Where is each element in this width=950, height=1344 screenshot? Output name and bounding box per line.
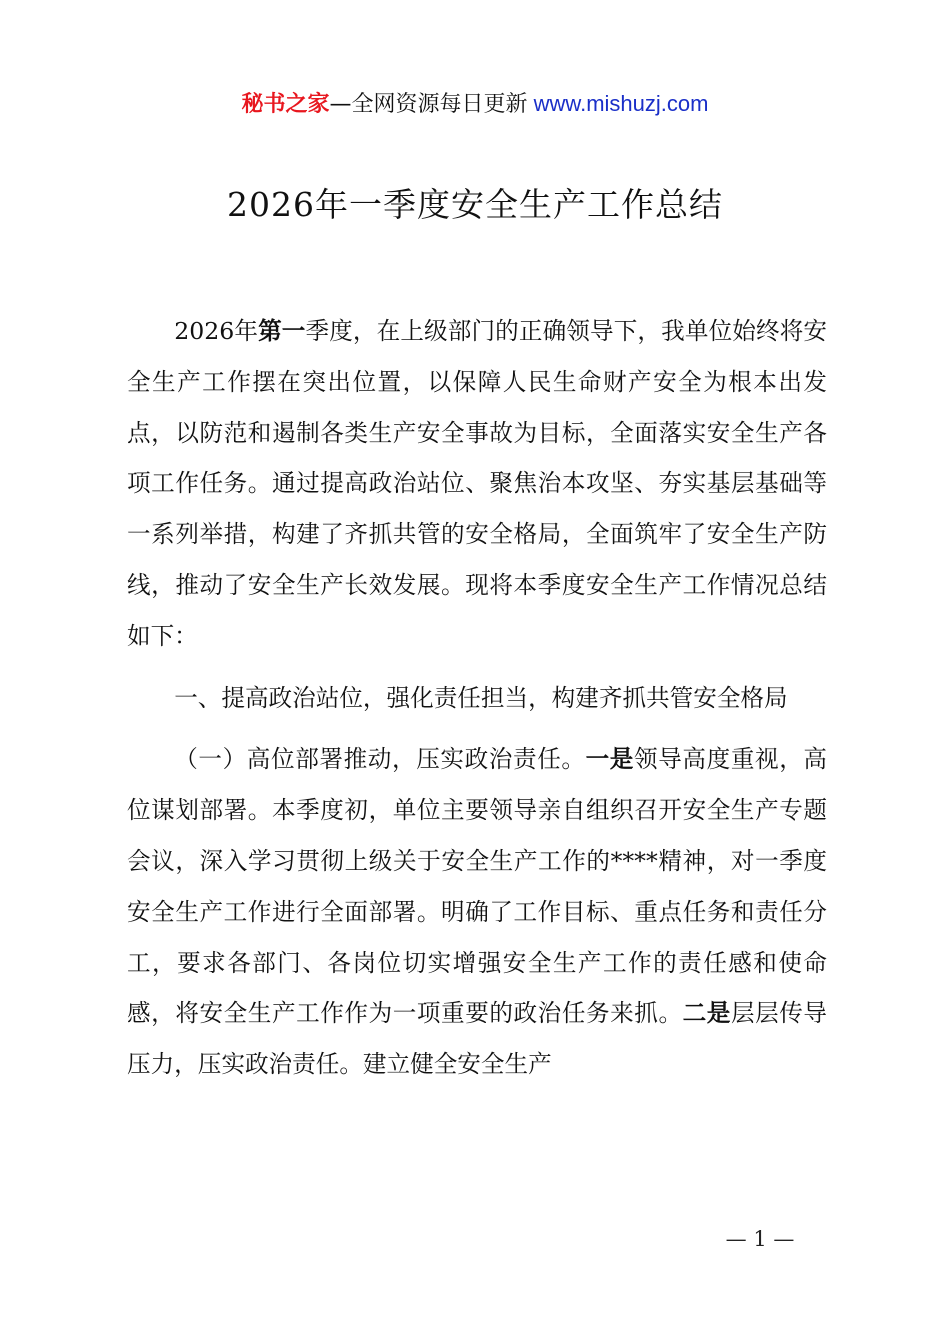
section-heading-1: 一、提高政治站位，强化责任担当，构建齐抓共管安全格局 [174, 683, 788, 712]
intro-bold-phrase: 第一 [258, 317, 306, 345]
point-one-text: 领导高度重视，高位谋划部署。本季度初，单位主要领导亲自组织召开安全生产专题会议，深入学习贯彻上级关于安全生产工作的 [127, 745, 828, 875]
intro-paragraph [127, 306, 827, 662]
site-url-link[interactable]: www.mishuzj.com [527, 91, 709, 116]
point-one-text-continued: 精神，对一季度安全生产工作进行全面部署。明确了工作目标、重点任务和责任分工，要求各部门、各岗位切实增强安全生产工作的责任感和使命感，将安全生产工作作为一项重要的政治任务来抓。 [127, 846, 828, 1028]
site-banner [0, 86, 950, 123]
subsection-paragraph-1 [127, 734, 827, 1090]
redacted-stars: **** [610, 846, 658, 875]
point-two-marker: 二是 [682, 999, 731, 1028]
page-number: — 1 — [725, 1227, 795, 1251]
intro-year: 2026 [174, 317, 235, 345]
intro-year-suffix: 年 [234, 317, 259, 345]
intro-text: 季度，在上级部门的正确领导下，我单位始终将安全生产工作摆在突出位置，以保障人民生命财产安全为根本出发点，以防范和遏制各类生产安全事故为目标，全面落实安全生产各项工作任务。通过提高政治站位、聚焦治本攻坚、夯实基层基础等一系列举措，构建了齐抓共管的安全格局，全面筑牢了安全生产防线，推动了安全生产长效发展。现将本季度安全生产工作情况总结如下： [127, 317, 827, 650]
point-two-text: 层层传导压力，压实政治责任。建立健全安全生产 [127, 999, 828, 1079]
point-one-marker: 一是 [585, 745, 635, 774]
subsection-lead: （一）高位部署推动，压实政治责任。 [174, 745, 586, 774]
brand-name: 秘书之家 [241, 92, 330, 117]
banner-slogan: —全网资源每日更新 [329, 92, 528, 117]
document-body [127, 306, 827, 1090]
document-title: 2026年一季度安全生产工作总结 [227, 185, 723, 224]
